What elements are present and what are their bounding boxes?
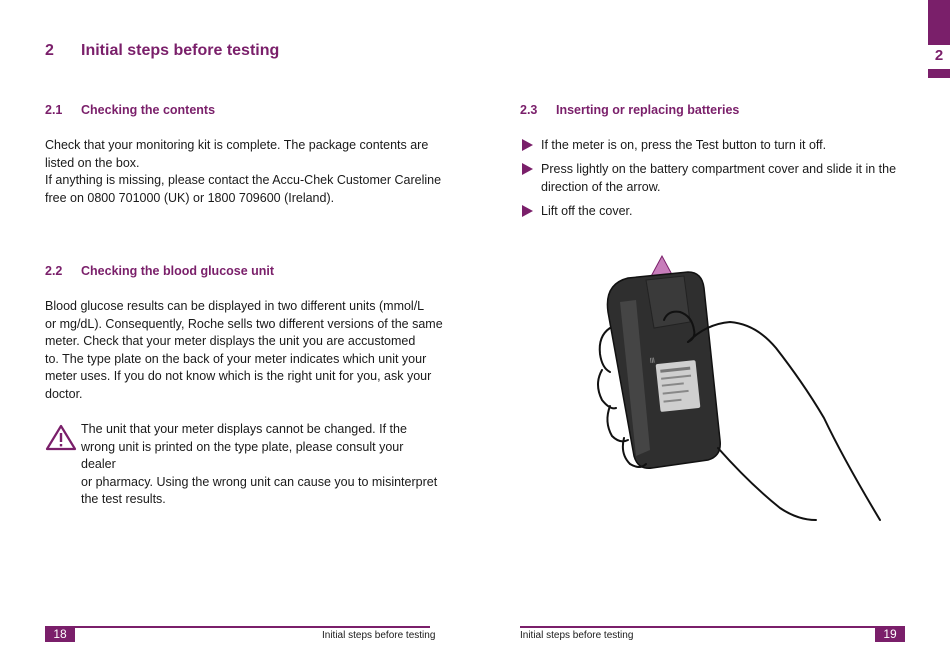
bullet-line: Lift off the cover. bbox=[541, 204, 633, 218]
page-number-right: 19 bbox=[875, 627, 905, 642]
page-number-left: 18 bbox=[45, 627, 75, 642]
section-2-1-title: Checking the contents bbox=[81, 103, 216, 117]
footer-rule-left bbox=[45, 626, 430, 628]
body-line: meter. Check that your meter displays the unit you are accustomed bbox=[45, 334, 416, 348]
chapter-title: Initial steps before testing bbox=[81, 42, 280, 59]
warning-line: The unit that your meter displays cannot be changed. If the bbox=[81, 422, 407, 436]
section-2-2-body bbox=[45, 298, 445, 403]
warning-line: wrong unit is printed on the type plate, please consult your dealer bbox=[81, 439, 404, 471]
section-2-1-number: 2.1 bbox=[45, 103, 63, 117]
section-2-2-title: Checking the blood glucose unit bbox=[81, 264, 275, 278]
body-line: If anything is missing, please contact the Accu-Chek Customer Careline bbox=[45, 173, 442, 187]
warning-text bbox=[81, 421, 441, 509]
footer-text-left: Initial steps before testing bbox=[322, 630, 436, 641]
chapter-number: 2 bbox=[45, 42, 54, 59]
body-line: listed on the box. bbox=[45, 155, 140, 170]
warning-line: the test results. bbox=[81, 492, 166, 506]
body-line: or mg/dL). Consequently, Roche sells two different versions of the same bbox=[45, 316, 443, 331]
bullet-line: Press lightly on the battery compartment cover and slide it in the bbox=[541, 162, 897, 176]
chapter-tab-number: 2 bbox=[934, 47, 944, 64]
section-2-3-number: 2.3 bbox=[520, 103, 538, 117]
bullet-arrow-icon bbox=[522, 205, 533, 217]
footer-rule-right bbox=[520, 626, 905, 628]
warning-icon bbox=[45, 424, 77, 452]
section-2-1-body bbox=[45, 137, 445, 207]
body-line: Check that your monitoring kit is complete. The package contents are bbox=[45, 138, 429, 152]
bullet-line: If the meter is on, press the Test button to turn it off. bbox=[541, 138, 827, 152]
body-line: free on 0800 701000 (UK) or 1800 709600 (Ireland). bbox=[45, 190, 335, 205]
footer-text-right: Initial steps before testing bbox=[520, 630, 634, 641]
body-line: doctor. bbox=[45, 386, 83, 401]
body-line: to. The type plate on the back of your meter indicates which unit your bbox=[45, 351, 427, 366]
warning-line: or pharmacy. Using the wrong unit can cause you to misinterpret bbox=[81, 474, 438, 489]
body-line: meter uses. If you do not know which is the right unit for you, ask your bbox=[45, 369, 432, 383]
bullet-arrow-icon bbox=[522, 163, 533, 175]
meter-battery-illustration bbox=[580, 250, 900, 530]
bullet-arrow-icon bbox=[522, 139, 533, 151]
section-2-3-title: Inserting or replacing batteries bbox=[556, 103, 740, 117]
bullet-line: direction of the arrow. bbox=[541, 179, 661, 194]
section-2-2-number: 2.2 bbox=[45, 264, 63, 278]
svg-text:lll: lll bbox=[649, 357, 656, 366]
body-line: Blood glucose results can be displayed in two different units (mmol/L bbox=[45, 299, 425, 313]
